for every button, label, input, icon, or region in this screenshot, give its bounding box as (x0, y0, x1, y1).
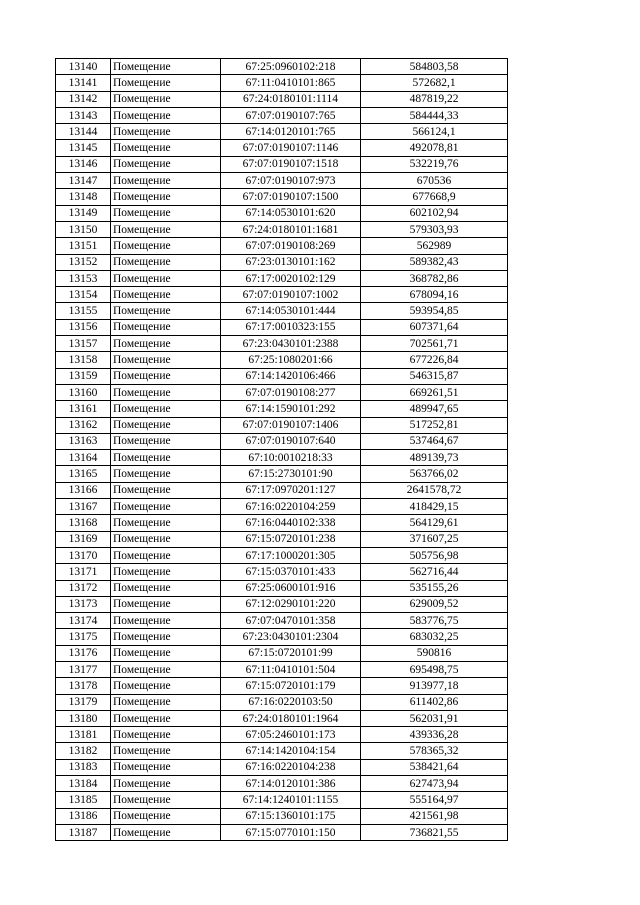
object-type-cell: Помещение (111, 482, 221, 498)
table-row (56, 547, 508, 563)
registry-table-body (56, 59, 508, 841)
row-number-cell: 13150 (56, 221, 111, 237)
row-number-cell: 13141 (56, 75, 111, 91)
cadastral-value-cell: 418429,15 (361, 499, 508, 515)
cadastral-number-cell: 67:14:1420106:466 (221, 368, 361, 384)
cadastral-value-cell: 584803,58 (361, 59, 508, 75)
object-type-cell: Помещение (111, 173, 221, 189)
cadastral-number-cell: 67:15:0720101:99 (221, 645, 361, 661)
cadastral-value-cell: 371607,25 (361, 531, 508, 547)
row-number-cell: 13183 (56, 759, 111, 775)
row-number-cell: 13160 (56, 384, 111, 400)
table-row (56, 531, 508, 547)
object-type-cell: Помещение (111, 156, 221, 172)
cadastral-number-cell: 67:15:0370101:433 (221, 564, 361, 580)
cadastral-value-cell: 602102,94 (361, 205, 508, 221)
object-type-cell: Помещение (111, 661, 221, 677)
object-type-cell: Помещение (111, 124, 221, 140)
object-type-cell: Помещение (111, 352, 221, 368)
row-number-cell: 13155 (56, 303, 111, 319)
cadastral-number-cell: 67:16:0220104:238 (221, 759, 361, 775)
table-row (56, 156, 508, 172)
object-type-cell: Помещение (111, 531, 221, 547)
cadastral-value-cell: 583776,75 (361, 613, 508, 629)
cadastral-value-cell: 683032,25 (361, 629, 508, 645)
cadastral-number-cell: 67:16:0220104:259 (221, 499, 361, 515)
object-type-cell: Помещение (111, 287, 221, 303)
object-type-cell: Помещение (111, 450, 221, 466)
row-number-cell: 13156 (56, 319, 111, 335)
object-type-cell: Помещение (111, 564, 221, 580)
row-number-cell: 13147 (56, 173, 111, 189)
cadastral-value-cell: 532219,76 (361, 156, 508, 172)
cadastral-value-cell: 439336,28 (361, 727, 508, 743)
cadastral-value-cell: 611402,86 (361, 694, 508, 710)
cadastral-number-cell: 67:23:0430101:2304 (221, 629, 361, 645)
cadastral-number-cell: 67:07:0190107:1500 (221, 189, 361, 205)
cadastral-number-cell: 67:24:0180101:1964 (221, 710, 361, 726)
row-number-cell: 13142 (56, 91, 111, 107)
table-row (56, 499, 508, 515)
cadastral-number-cell: 67:16:0220103:50 (221, 694, 361, 710)
table-row (56, 270, 508, 286)
table-row (56, 91, 508, 107)
object-type-cell: Помещение (111, 466, 221, 482)
table-row (56, 433, 508, 449)
cadastral-number-cell: 67:15:0720101:238 (221, 531, 361, 547)
table-row (56, 727, 508, 743)
row-number-cell: 13167 (56, 499, 111, 515)
row-number-cell: 13152 (56, 254, 111, 270)
cadastral-value-cell: 736821,55 (361, 824, 508, 840)
object-type-cell: Помещение (111, 580, 221, 596)
table-row (56, 515, 508, 531)
cadastral-value-cell: 505756,98 (361, 547, 508, 563)
cadastral-number-cell: 67:07:0470101:358 (221, 613, 361, 629)
cadastral-number-cell: 67:17:0020102:129 (221, 270, 361, 286)
cadastral-value-cell: 669261,51 (361, 384, 508, 400)
object-type-cell: Помещение (111, 336, 221, 352)
row-number-cell: 13168 (56, 515, 111, 531)
cadastral-number-cell: 67:17:0970201:127 (221, 482, 361, 498)
table-row (56, 254, 508, 270)
object-type-cell: Помещение (111, 319, 221, 335)
row-number-cell: 13172 (56, 580, 111, 596)
table-row (56, 319, 508, 335)
object-type-cell: Помещение (111, 727, 221, 743)
cadastral-number-cell: 67:23:0130101:162 (221, 254, 361, 270)
cadastral-number-cell: 67:24:0180101:1681 (221, 221, 361, 237)
cadastral-number-cell: 67:15:0720101:179 (221, 678, 361, 694)
row-number-cell: 13182 (56, 743, 111, 759)
row-number-cell: 13169 (56, 531, 111, 547)
cadastral-number-cell: 67:14:0530101:620 (221, 205, 361, 221)
cadastral-value-cell: 564129,61 (361, 515, 508, 531)
table-row (56, 140, 508, 156)
cadastral-value-cell: 562716,44 (361, 564, 508, 580)
row-number-cell: 13162 (56, 417, 111, 433)
row-number-cell: 13164 (56, 450, 111, 466)
row-number-cell: 13179 (56, 694, 111, 710)
row-number-cell: 13154 (56, 287, 111, 303)
row-number-cell: 13178 (56, 678, 111, 694)
table-row (56, 124, 508, 140)
row-number-cell: 13177 (56, 661, 111, 677)
cadastral-number-cell: 67:25:0960102:218 (221, 59, 361, 75)
row-number-cell: 13159 (56, 368, 111, 384)
cadastral-value-cell: 563766,02 (361, 466, 508, 482)
table-row (56, 466, 508, 482)
row-number-cell: 13145 (56, 140, 111, 156)
row-number-cell: 13165 (56, 466, 111, 482)
table-row (56, 450, 508, 466)
table-row (56, 368, 508, 384)
row-number-cell: 13170 (56, 547, 111, 563)
cadastral-number-cell: 67:11:0410101:504 (221, 661, 361, 677)
object-type-cell: Помещение (111, 401, 221, 417)
row-number-cell: 13187 (56, 824, 111, 840)
row-number-cell: 13181 (56, 727, 111, 743)
object-type-cell: Помещение (111, 91, 221, 107)
table-row (56, 336, 508, 352)
cadastral-number-cell: 67:15:0770101:150 (221, 824, 361, 840)
cadastral-number-cell: 67:07:0190108:277 (221, 384, 361, 400)
object-type-cell: Помещение (111, 515, 221, 531)
table-row (56, 417, 508, 433)
row-number-cell: 13173 (56, 596, 111, 612)
cadastral-value-cell: 555164,97 (361, 792, 508, 808)
table-row (56, 189, 508, 205)
cadastral-number-cell: 67:16:0440102:338 (221, 515, 361, 531)
cadastral-value-cell: 678094,16 (361, 287, 508, 303)
cadastral-number-cell: 67:07:0190107:973 (221, 173, 361, 189)
object-type-cell: Помещение (111, 75, 221, 91)
cadastral-number-cell: 67:23:0430101:2388 (221, 336, 361, 352)
object-type-cell: Помещение (111, 629, 221, 645)
object-type-cell: Помещение (111, 140, 221, 156)
table-row (56, 221, 508, 237)
cadastral-value-cell: 538421,64 (361, 759, 508, 775)
cadastral-value-cell: 627473,94 (361, 776, 508, 792)
object-type-cell: Помещение (111, 107, 221, 123)
cadastral-value-cell: 578365,32 (361, 743, 508, 759)
row-number-cell: 13153 (56, 270, 111, 286)
cadastral-value-cell: 492078,81 (361, 140, 508, 156)
cadastral-value-cell: 670536 (361, 173, 508, 189)
row-number-cell: 13171 (56, 564, 111, 580)
cadastral-number-cell: 67:14:1590101:292 (221, 401, 361, 417)
table-row (56, 352, 508, 368)
cadastral-value-cell: 566124,1 (361, 124, 508, 140)
cadastral-value-cell: 677668,9 (361, 189, 508, 205)
row-number-cell: 13163 (56, 433, 111, 449)
row-number-cell: 13146 (56, 156, 111, 172)
cadastral-value-cell: 562031,91 (361, 710, 508, 726)
object-type-cell: Помещение (111, 499, 221, 515)
table-row (56, 808, 508, 824)
object-type-cell: Помещение (111, 776, 221, 792)
cadastral-number-cell: 67:11:0410101:865 (221, 75, 361, 91)
row-number-cell: 13144 (56, 124, 111, 140)
object-type-cell: Помещение (111, 743, 221, 759)
object-type-cell: Помещение (111, 710, 221, 726)
cadastral-number-cell: 67:10:0010218:33 (221, 450, 361, 466)
row-number-cell: 13185 (56, 792, 111, 808)
cadastral-value-cell: 695498,75 (361, 661, 508, 677)
cadastral-value-cell: 489947,65 (361, 401, 508, 417)
cadastral-value-cell: 535155,26 (361, 580, 508, 596)
object-type-cell: Помещение (111, 59, 221, 75)
table-row (56, 205, 508, 221)
cadastral-number-cell: 67:17:0010323:155 (221, 319, 361, 335)
cadastral-value-cell: 572682,1 (361, 75, 508, 91)
row-number-cell: 13186 (56, 808, 111, 824)
table-row (56, 384, 508, 400)
table-row (56, 645, 508, 661)
object-type-cell: Помещение (111, 189, 221, 205)
row-number-cell: 13151 (56, 238, 111, 254)
cadastral-value-cell: 593954,85 (361, 303, 508, 319)
row-number-cell: 13143 (56, 107, 111, 123)
registry-table (55, 58, 508, 841)
cadastral-value-cell: 590816 (361, 645, 508, 661)
cadastral-number-cell: 67:07:0190107:640 (221, 433, 361, 449)
object-type-cell: Помещение (111, 808, 221, 824)
table-row (56, 401, 508, 417)
row-number-cell: 13148 (56, 189, 111, 205)
row-number-cell: 13174 (56, 613, 111, 629)
cadastral-value-cell: 537464,67 (361, 433, 508, 449)
object-type-cell: Помещение (111, 694, 221, 710)
cadastral-value-cell: 579303,93 (361, 221, 508, 237)
table-row (56, 824, 508, 840)
row-number-cell: 13157 (56, 336, 111, 352)
cadastral-value-cell: 546315,87 (361, 368, 508, 384)
object-type-cell: Помещение (111, 368, 221, 384)
cadastral-number-cell: 67:14:1240101:1155 (221, 792, 361, 808)
cadastral-number-cell: 67:14:0530101:444 (221, 303, 361, 319)
table-row (56, 238, 508, 254)
object-type-cell: Помещение (111, 205, 221, 221)
table-row (56, 482, 508, 498)
object-type-cell: Помещение (111, 303, 221, 319)
table-row (56, 629, 508, 645)
cadastral-number-cell: 67:25:1080201:66 (221, 352, 361, 368)
cadastral-number-cell: 67:05:2460101:173 (221, 727, 361, 743)
object-type-cell: Помещение (111, 384, 221, 400)
table-row (56, 303, 508, 319)
object-type-cell: Помещение (111, 238, 221, 254)
cadastral-number-cell: 67:14:0120101:765 (221, 124, 361, 140)
cadastral-number-cell: 67:25:0600101:916 (221, 580, 361, 596)
row-number-cell: 13158 (56, 352, 111, 368)
cadastral-number-cell: 67:12:0290101:220 (221, 596, 361, 612)
table-row (56, 173, 508, 189)
row-number-cell: 13149 (56, 205, 111, 221)
table-row (56, 710, 508, 726)
object-type-cell: Помещение (111, 270, 221, 286)
object-type-cell: Помещение (111, 547, 221, 563)
cadastral-value-cell: 368782,86 (361, 270, 508, 286)
row-number-cell: 13161 (56, 401, 111, 417)
table-row (56, 678, 508, 694)
table-row (56, 287, 508, 303)
row-number-cell: 13175 (56, 629, 111, 645)
row-number-cell: 13180 (56, 710, 111, 726)
table-row (56, 776, 508, 792)
cadastral-number-cell: 67:07:0190107:765 (221, 107, 361, 123)
row-number-cell: 13176 (56, 645, 111, 661)
object-type-cell: Помещение (111, 221, 221, 237)
cadastral-number-cell: 67:07:0190108:269 (221, 238, 361, 254)
table-row (56, 107, 508, 123)
row-number-cell: 13140 (56, 59, 111, 75)
object-type-cell: Помещение (111, 417, 221, 433)
table-row (56, 580, 508, 596)
cadastral-value-cell: 517252,81 (361, 417, 508, 433)
table-row (56, 75, 508, 91)
object-type-cell: Помещение (111, 433, 221, 449)
object-type-cell: Помещение (111, 596, 221, 612)
table-row (56, 759, 508, 775)
object-type-cell: Помещение (111, 792, 221, 808)
cadastral-number-cell: 67:07:0190107:1146 (221, 140, 361, 156)
table-row (56, 596, 508, 612)
cadastral-number-cell: 67:07:0190107:1002 (221, 287, 361, 303)
table-row (56, 792, 508, 808)
cadastral-number-cell: 67:07:0190107:1406 (221, 417, 361, 433)
cadastral-value-cell: 589382,43 (361, 254, 508, 270)
object-type-cell: Помещение (111, 645, 221, 661)
cadastral-value-cell: 489139,73 (361, 450, 508, 466)
object-type-cell: Помещение (111, 613, 221, 629)
cadastral-value-cell: 487819,22 (361, 91, 508, 107)
cadastral-number-cell: 67:14:0120101:386 (221, 776, 361, 792)
object-type-cell: Помещение (111, 678, 221, 694)
table-row (56, 564, 508, 580)
row-number-cell: 13166 (56, 482, 111, 498)
object-type-cell: Помещение (111, 759, 221, 775)
cadastral-value-cell: 584444,33 (361, 107, 508, 123)
cadastral-value-cell: 2641578,72 (361, 482, 508, 498)
table-row (56, 59, 508, 75)
cadastral-value-cell: 629009,52 (361, 596, 508, 612)
cadastral-number-cell: 67:14:1420104:154 (221, 743, 361, 759)
cadastral-number-cell: 67:07:0190107:1518 (221, 156, 361, 172)
cadastral-value-cell: 562989 (361, 238, 508, 254)
cadastral-value-cell: 677226,84 (361, 352, 508, 368)
cadastral-number-cell: 67:15:1360101:175 (221, 808, 361, 824)
cadastral-value-cell: 421561,98 (361, 808, 508, 824)
cadastral-value-cell: 913977,18 (361, 678, 508, 694)
table-row (56, 694, 508, 710)
cadastral-number-cell: 67:15:2730101:90 (221, 466, 361, 482)
table-row (56, 743, 508, 759)
object-type-cell: Помещение (111, 824, 221, 840)
cadastral-number-cell: 67:17:1000201:305 (221, 547, 361, 563)
table-row (56, 661, 508, 677)
cadastral-value-cell: 702561,71 (361, 336, 508, 352)
table-row (56, 613, 508, 629)
cadastral-value-cell: 607371,64 (361, 319, 508, 335)
cadastral-number-cell: 67:24:0180101:1114 (221, 91, 361, 107)
object-type-cell: Помещение (111, 254, 221, 270)
row-number-cell: 13184 (56, 776, 111, 792)
